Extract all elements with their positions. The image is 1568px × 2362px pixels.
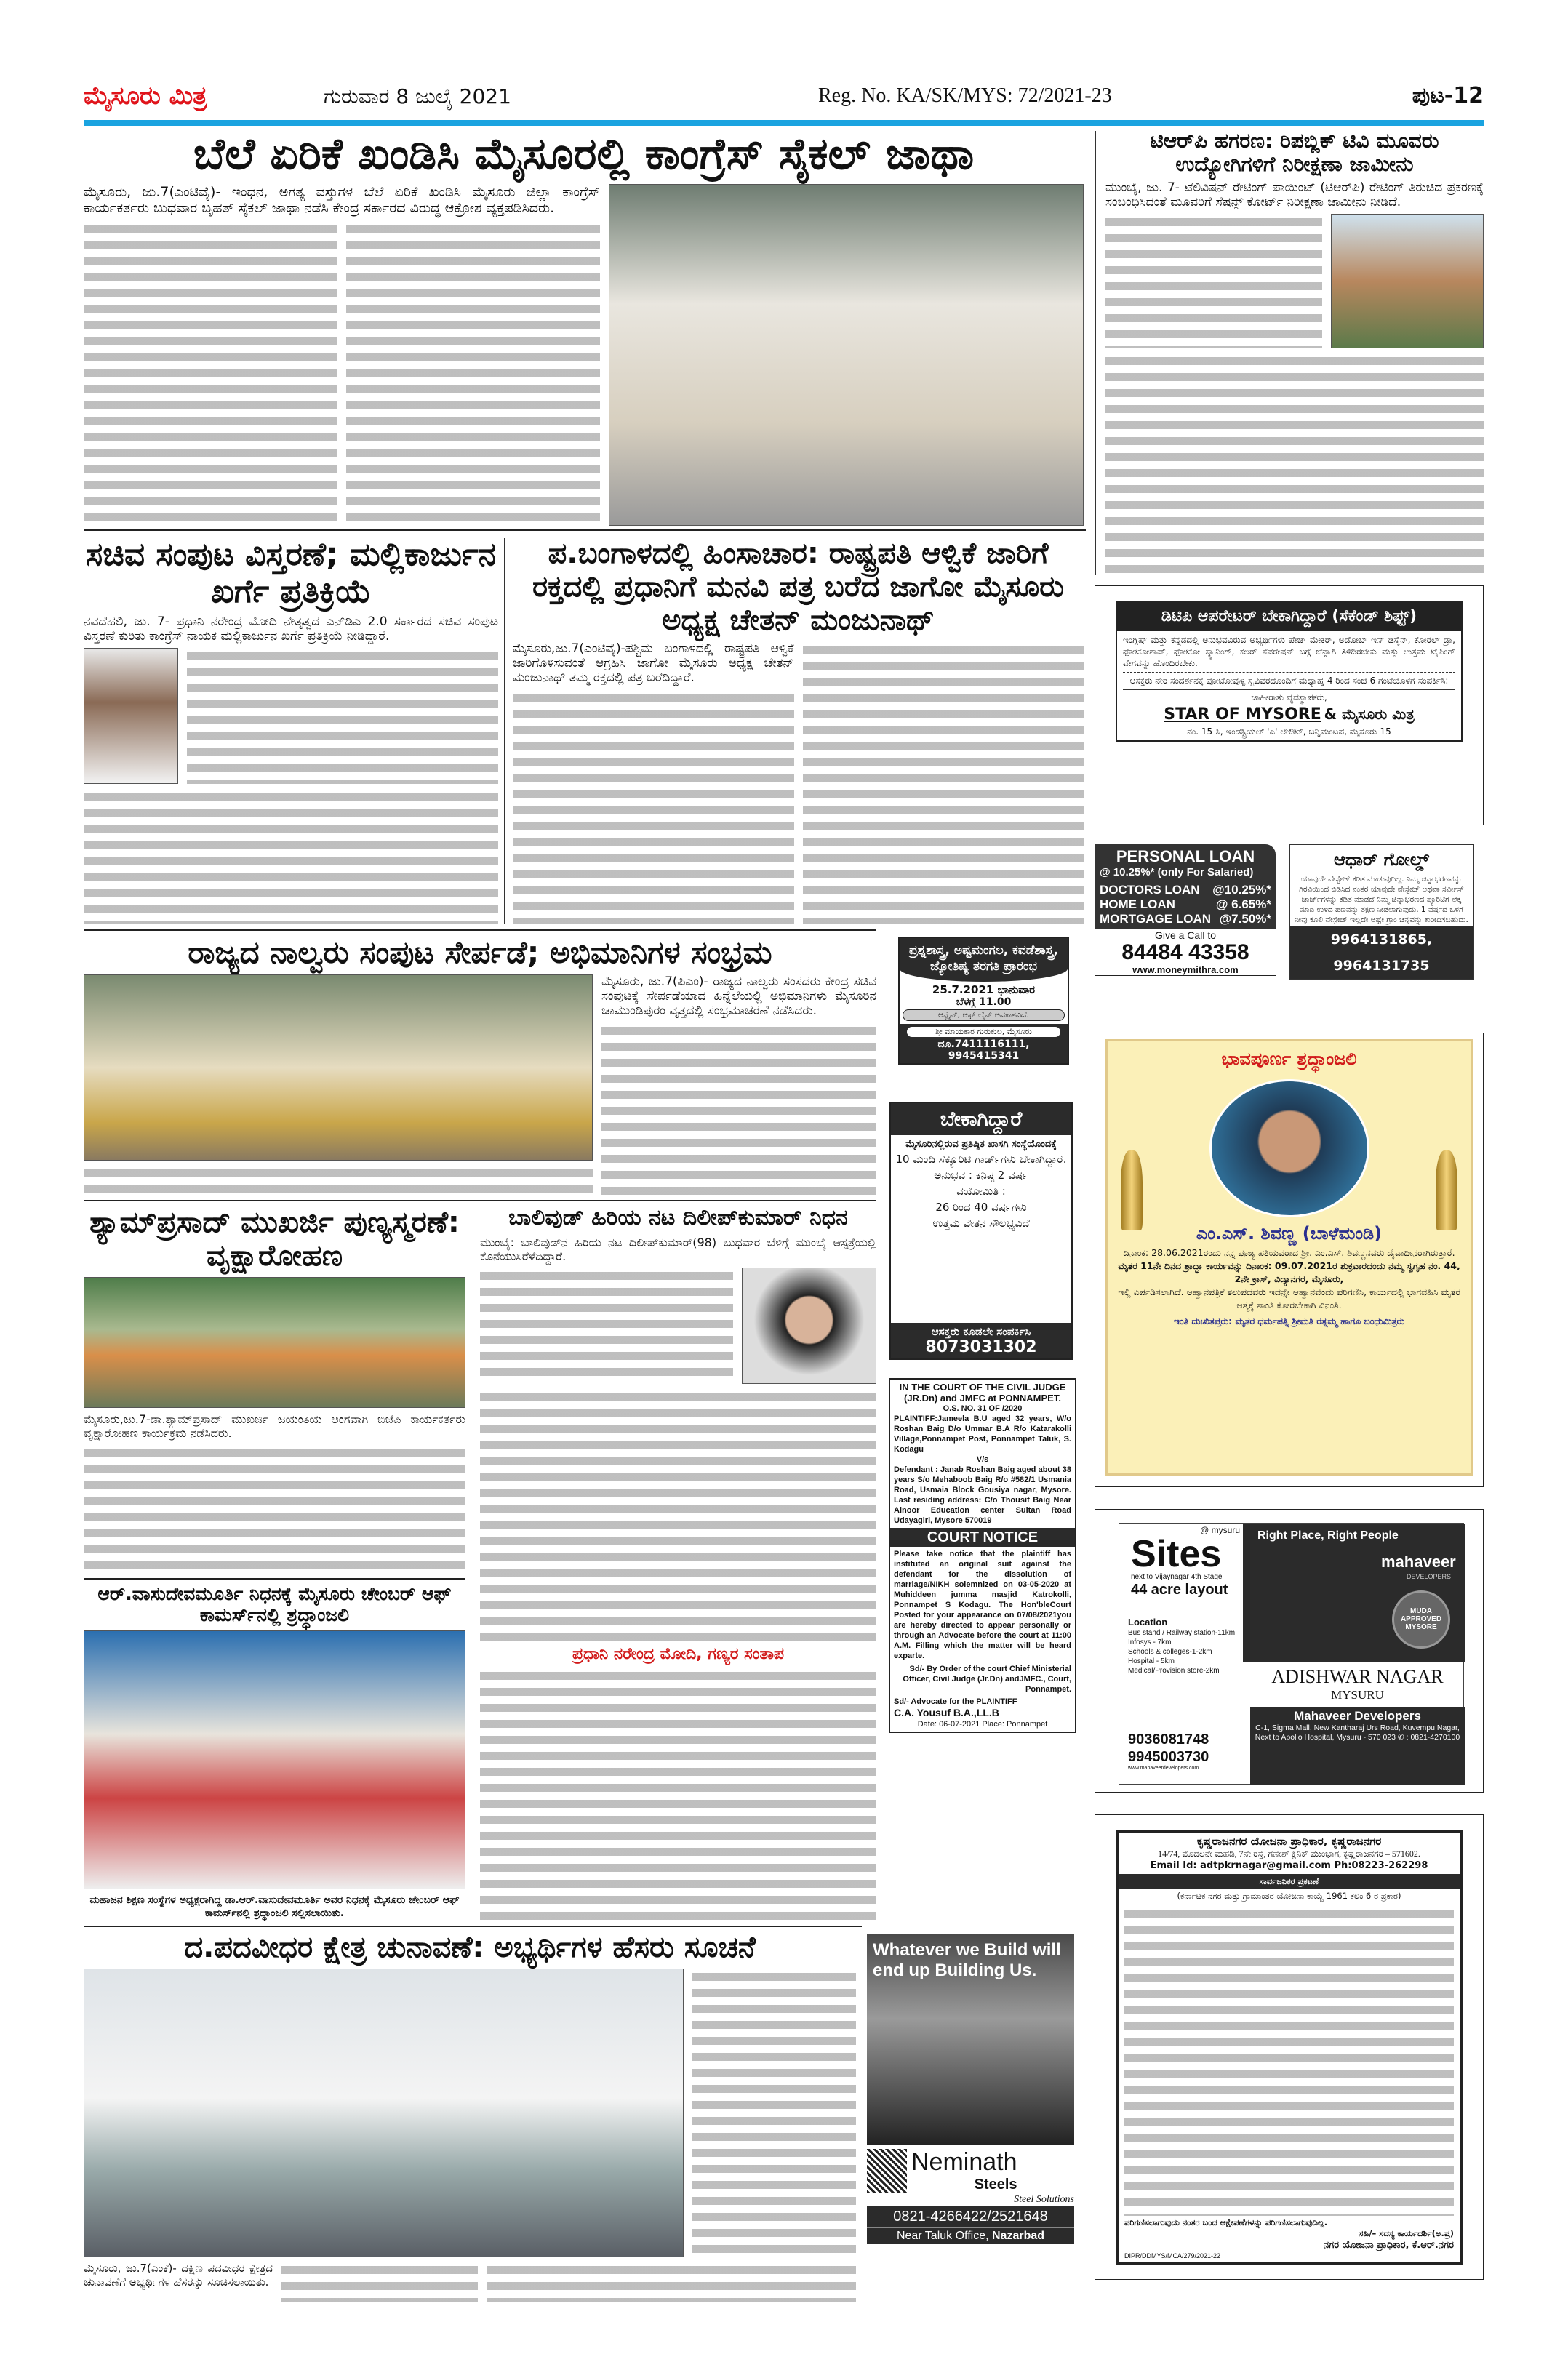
dilip-body [480, 1668, 876, 1920]
astro-ad-time: ಬೆಳಗ್ಗೆ 11.00 [956, 996, 1012, 1008]
mukherjee-story [84, 1206, 465, 1573]
mukherjee-intro: ಮೈಸೂರು,ಜು.7-ಡಾ.ಶ್ಯಾಮ್‌ಪ್ರಸಾದ್ ಮುಖರ್ಜಿ ಜಯಂತಿಯ ಅಂಗವಾಗಿ ಬಿಜೆಪಿ ಕಾರ್ಯಕರ್ತರು ವೃಕ್ಷಾರೋಹಣ ಕಾರ್ಯಕ್ರಮ ನಡೆಸಿದರು. [84, 1412, 465, 1440]
neminath-sub: Steels [974, 2177, 1017, 2193]
krnagar-public-notice [1095, 1814, 1484, 2280]
dtp-ad-manager: ಜಾಹೀರಾತು ವ್ಯವಸ್ಥಾಪಕರು, [1123, 689, 1455, 703]
location-item: Hospital - 5km [1128, 1657, 1175, 1665]
mukherjee-body [84, 1444, 465, 1574]
bengal-body [803, 641, 1084, 924]
vasudev-story [84, 1584, 465, 1920]
celebration-photo [84, 974, 593, 1161]
authority-contact: Email Id: adtpkrnagar@gmail.com Ph:08223-262298 [1150, 1860, 1428, 1871]
astrology-class-ad [898, 937, 1069, 1065]
bengal-headline: ಪ.ಬಂಗಾಳದಲ್ಲಿ ಹಿಂಸಾಚಾರ: ರಾಷ್ಟ್ರಪತಿ ಆಳ್ವಿಕೆ ಜಾರಿಗೆ ರಕ್ತದಲ್ಲಿ ಪ್ರಧಾನಿಗೆ ಮನವಿ ಪತ್ರ ಬರೆದ ಜಾಗೋ ಮೈಸೂರು ಅಧ್ಯಕ್ಷ ಚೇತನ್ ಮಂಜುನಾಥ್ [532, 537, 1065, 637]
neminath-steels-ad [867, 1934, 1074, 2244]
oil-lamp-icon [1121, 1150, 1143, 1230]
astro-ad-mode: ಆನ್ಲೈನ್, ಆಫ್ ಲೈನ್ ಅವಕಾಶವಿದೆ. [903, 1009, 1065, 1021]
guards-ad-line: 26 ರಿಂದ 40 ವರ್ಷಗಳು [935, 1201, 1027, 1214]
tribute-text2: ಇಲ್ಲಿ ಏರ್ಪಡಿಸಲಾಗಿದೆ. ಆಹ್ವಾನಪತ್ರಿಕೆ ತಲುಪದವರು ಇದನ್ನೇ ಆಹ್ವಾನವೆಂದು ಪರಿಗಣಿಸಿ, ಕಾರ್ಯದಲ್ಲಿ ಭಾಗವಹಿಸಿ ಮೃತರ ಆತ್ಮಕ್ಕೆ ಶಾಂತಿ ಕೋರಬೇಕಾಗಿ ವಿನಂತಿ. [1118, 1286, 1460, 1310]
loan-rate: @7.50%* [1219, 912, 1271, 926]
section-rule [84, 1578, 465, 1580]
guards-ad-contact: ಆಸಕ್ತರು ಕೂಡಲೇ ಸಂಪರ್ಕಿಸಿ [931, 1325, 1031, 1338]
lead-headline: ಬೆಲೆ ಏರಿಕೆ ಖಂಡಿಸಿ ಮೈಸೂರಲ್ಲಿ ಕಾಂಗ್ರೆಸ್ ಸೈಕಲ್ ಜಾಥಾ [193, 129, 975, 180]
location-item: Schools & colleges-1-2km [1128, 1648, 1212, 1656]
graduates-body [281, 2262, 478, 2302]
trp-body [1105, 353, 1484, 575]
loan-name: DOCTORS LOAN [1100, 883, 1200, 897]
loan-call-label: Give a Call to [1154, 929, 1217, 941]
tribute-title: ಭಾವಪೂರ್ಣ ಶ್ರದ್ಧಾಂಜಲಿ [1221, 1049, 1357, 1069]
dtp-operator-ad [1095, 585, 1484, 825]
masthead [84, 81, 1484, 118]
advocate-label: Sd/- Advocate for the PLAINTIFF [894, 1697, 1017, 1706]
neminath-slogan: Steel Solutions [1014, 2194, 1074, 2205]
mysuru-mithra-brand: & ಮೈಸೂರು ಮಿತ್ರ [1324, 705, 1415, 723]
cabinet-story [84, 537, 498, 924]
section-rule [84, 1926, 862, 1927]
loan-phone: 84484 43358 [1121, 940, 1249, 964]
neminath-brand: Neminath [911, 2148, 1017, 2176]
loan-row [1100, 897, 1271, 912]
lead-body [346, 220, 600, 526]
section-rule [84, 929, 876, 931]
guards-ad-phone: 8073031302 [925, 1338, 1037, 1356]
dtp-ad-title: ಡಿಟಿಪಿ ಆಪರೇಟರ್ ಬೇಕಾಗಿದ್ದಾರೆ (ಸೆಕೆಂಡ್ ಶಿಫ್ಟ್) [1161, 607, 1417, 625]
vasudev-headline: ಆರ್.ವಾಸುದೇವಮೂರ್ತಿ ನಿಧನಕ್ಕೆ ಮೈಸೂರು ಚೇಂಬರ್ ಆಫ್ ಕಾಮರ್ಸ್‌ನಲ್ಲಿ ಶ್ರದ್ಧಾಂಜಲಿ [97, 1583, 452, 1625]
lead-intro: ಮೈಸೂರು, ಜು.7(ಎಂಟಿವೈ)- ಇಂಧನ, ಅಗತ್ಯ ವಸ್ತುಗಳ ಬೆಲೆ ಏರಿಕೆ ಖಂಡಿಸಿ ಮೈಸೂರು ಜಿಲ್ಲಾ ಕಾಂಗ್ರೆಸ್ ಕಾರ್ಯಕರ್ತರು ಬುಧವಾರ ಬೃಹತ್ ಸೈಕಲ್ ಜಾಥಾ ನಡೆಸಿ ಕೇಂದ್ರ ಸರ್ಕಾರದ ವಿರುದ್ಧ ಆಕ್ರೋಶ ವ್ಯಕ್ತಪಡಿಸಿದರು. [84, 184, 600, 216]
personal-loan-rate: @ 10.25%* (only For Salaried) [1100, 866, 1254, 878]
defendant: Defendant : Janab Roshan Baig aged about 38 years S/o Mehaboob Baig R/o #582/1 Usmania Road, Usmaia Block Gousiya nagar, Mysore. Last residing address: C/o Thousif Baig Near Alnoor Education center Sultan Road Udayagiri, Mysore 570019 [894, 1465, 1071, 1525]
mahaveer-developers-ad [1095, 1509, 1484, 1793]
location-title: Location [1128, 1617, 1168, 1628]
location-item: Infosys - 7km [1128, 1638, 1172, 1646]
gold-ad-title: ಆಧಾರ್ ಗೋಲ್ಡ್ [1334, 849, 1429, 870]
notice-last-line: ಪರಿಗಣಿಸಲಾಗುವುದು ನಂತರ ಬಂದ ಆಕ್ಷೇಪಣೆಗಳನ್ನು ಪರಿಗಣಿಸಲಾಗುವುದಿಲ್ಲ. [1124, 2217, 1328, 2227]
column-divider [1095, 131, 1096, 575]
guards-ad-line: ಅನುಭವ : ಕನಿಷ್ಠ 2 ವರ್ಷ [934, 1169, 1028, 1182]
security-guards-wanted-ad [889, 1102, 1073, 1360]
dilip-headline: ಬಾಲಿವುಡ್ ಹಿರಿಯ ನಟ ದಿಲೀಪ್‌ಕುಮಾರ್ ನಿಧನ [508, 1205, 848, 1230]
authority-address: 14/74, ಮೊದಲನೇ ಮಹಡಿ, 7ನೇ ರಸ್ತೆ, ಗಣೇಶ್ ಕ್ಲಿನಿಕ್ ಮುಂಭಾಗ, ಕೃಷ್ಣರಾಜನಗರ – 571602. [1158, 1849, 1420, 1859]
dilip-body [480, 1388, 876, 1641]
location-item: Bus stand / Railway station-11km. [1128, 1629, 1237, 1637]
dilip-kumar-photo [742, 1268, 876, 1384]
chamber-tribute-photo [84, 1630, 465, 1890]
state4-headline: ರಾಜ್ಯದ ನಾಲ್ವರು ಸಂಪುಟ ಸೇರ್ಪಡೆ; ಅಭಿಮಾನಿಗಳ ಸಂಭ್ರಮ [188, 934, 772, 970]
neminath-tagline: Whatever we Build will end up Building Us. [867, 1934, 1074, 2145]
sites-label: Sites [1131, 1533, 1222, 1575]
project-city: MYSURU [1331, 1688, 1384, 1702]
graduates-intro: ಮೈಸೂರು, ಜು.7(ಎಂಕೆ)- ದಕ್ಷಿಣ ಪದವೀಧರ ಕ್ಷೇತ್ರದ ಚುನಾವಣೆಗೆ ಅಭ್ಯರ್ಥಿಗಳ ಹೆಸರನ್ನು ಸೂಚಿಸಲಾಯಿತು. [84, 2262, 273, 2289]
loan-name: MORTGAGE LOAN [1100, 912, 1211, 926]
dtp-ad-contact: ಆಸಕ್ತರು ನೇರ ಸಂದರ್ಶನಕ್ಕೆ ಫೋಟೋವುಳ್ಳ ಸ್ವವಿವರದೊಂದಿಗೆ ಮಧ್ಯಾಹ್ನ 4 ರಿಂದ ಸಂಜೆ 6 ಗಂಟೆಯೊಳಗೆ ಸಂಪರ್ಕಿಸಿ: [1123, 672, 1455, 686]
graduates-headline: ದ.ಪದವೀಧರ ಕ್ಷೇತ್ರ ಚುನಾವಣೆ: ಅಭ್ಯರ್ಥಿಗಳ ಹೆಸರು ಸೂಚನೆ [184, 1931, 756, 1964]
bengal-intro: ಮೈಸೂರು,ಜು.7(ಎಂಟಿವೈ)-ಪಶ್ಚಿಮ ಬಂಗಾಳದಲ್ಲಿ ರಾಷ್ಟ್ರಪತಿ ಆಳ್ವಿಕೆ ಜಾರಿಗೊಳಿಸುವಂತೆ ಆಗ್ರಹಿಸಿ ಜಾಗೋ ಮೈಸೂರು ಅಧ್ಯಕ್ಷ ಚೇತನ್ ಮಂಜುನಾಥ್ ತಮ್ಮ ರಕ್ತದಲ್ಲಿ ಪತ್ರ ಬರೆದಿದ್ದಾರೆ. [513, 641, 794, 685]
neminath-address: Near Taluk Office, [896, 2230, 992, 2242]
guards-ad-line: ವಯೋಮಿತಿ : [956, 1185, 1006, 1198]
graduates-body [487, 2262, 856, 2302]
oil-lamp-icon [1436, 1150, 1457, 1230]
guards-ad-title: ಬೇಕಾಗಿದ್ದಾರೆ [891, 1103, 1071, 1135]
tribute-ad [1095, 1033, 1484, 1487]
court-order: Sd/- By Order of the court Chief Ministerial Officer, Civil Judge (Jr.Dn) andJMFC., Court, Ponnampet. [903, 1665, 1071, 1694]
bengal-story [513, 537, 1084, 924]
tribute-ceremony: ಮೃತರ 11ನೇ ದಿನದ ಶ್ರಾದ್ಧಾ ಕಾರ್ಯವನ್ನು ದಿನಾಂಕ: 09.07.2021ರ ಶುಕ್ರವಾರದಂದು ನಮ್ಮ ಸ್ವಗೃಹ ನಂ. 44, 2ನೇ ಕ್ರಾಸ್, ವಿದ್ಯಾನಗರ, ಮೈಸೂರು, [1118, 1260, 1460, 1284]
case-number: O.S. NO. 31 OF /2020 [943, 1404, 1023, 1413]
mahaveer-website: www.mahaveerdevelopers.com [1128, 1766, 1199, 1771]
lead-photo-cycle-rally [609, 184, 1084, 526]
cabinet-body [84, 788, 498, 924]
trp-intro: ಮುಂಬೈ, ಜು. 7- ಟೆಲಿವಿಷನ್ ರೇಟಿಂಗ್ ಪಾಯಿಂಟ್ (ಟಿಆರ್‌ಪಿ) ರೇಟಿಂಗ್ ತಿರುಚಿದ ಪ್ರಕರಣಕ್ಕೆ ಸಂಬಂಧಿಸಿದಂತೆ ಮೂವರಿಗೆ ಸೆಷನ್ಸ್ ಕೋರ್ಟ್ ನಿರೀಕ್ಷಣಾ ಜಾಮೀನು ನೀಡಿದೆ. [1105, 180, 1484, 210]
tribute-text: ದಿನಾಂಕ: 28.06.2021ರಂದು ನನ್ನ ಪೂಜ್ಯ ಪತಿಯವರಾದ ಶ್ರೀ. ಎಂ.ಎಸ್. ಶಿವಣ್ಣನವರು ದೈವಾಧೀನರಾಗಿರುತ್ತಾರೆ. [1123, 1247, 1455, 1258]
personal-loan-label: PERSONAL LOAN [1116, 847, 1255, 865]
newspaper-logo: ಮೈಸೂರು ಮಿತ್ರ [84, 81, 207, 111]
sites-next-to: next to Vijaynagar 4th Stage [1131, 1573, 1223, 1581]
page-number: ಪುಟ-12 [1412, 83, 1484, 108]
gold-ad-phone: 9964131865, 9964131735 [1290, 926, 1473, 979]
loan-ad [1095, 844, 1276, 976]
aadhar-gold-ad [1289, 844, 1474, 980]
neminath-logo-icon [867, 2149, 907, 2193]
public-notice-title: ಸಾರ್ವಜನಿಕರ ಪ್ರಕಟಣೆ [1119, 1874, 1460, 1889]
notice-intro: (ಕರ್ನಾಟಕ ನಗರ ಮತ್ತು ಗ್ರಾಮಾಂತರ ಯೋಜನಾ ಕಾಯ್ದೆ 1961 ಕಲಂ 6 ರ ಪ್ರಕಾರ) [1177, 1891, 1401, 1901]
section-rule [84, 1200, 876, 1201]
mahaveer-phone: 9036081748 [1128, 1732, 1209, 1748]
state4-body [84, 1165, 593, 1197]
trp-headline: ಟಿಆರ್‌ಪಿ ಹಗರಣ: ರಿಪಬ್ಲಿಕ್ ಟಿವಿ ಮೂವರು ಉದ್ಯೋಗಿಗಳಿಗೆ ನಿರೀಕ್ಷಣಾ ಜಾಮೀನು [1150, 129, 1439, 177]
section-rule [84, 529, 1086, 531]
court-notice-title: COURT NOTICE [890, 1528, 1075, 1547]
meeting-photo [84, 1969, 684, 2257]
trp-body [1105, 214, 1322, 348]
trp-story [1105, 129, 1484, 575]
versus: V/s [976, 1455, 989, 1464]
dilip-intro: ಮುಂಬೈ: ಬಾಲಿವುಡ್‌ನ ಹಿರಿಯ ನಟ ದಿಲೀಪ್‌ಕುಮಾರ್(98) ಬುಧವಾರ ಬೆಳಿಗ್ಗೆ ಮುಂಬೈ ಆಸ್ಪತ್ರೆಯಲ್ಲಿ ಕೊನೆಯುಸಿರೆಳೆದಿದ್ದಾರೆ. [480, 1235, 876, 1263]
mahaveer-phone: 9945003730 [1128, 1749, 1209, 1765]
neminath-area: Nazarbad [992, 2230, 1045, 2242]
lead-story [84, 129, 1084, 526]
neminath-phone: 0821-4266422/2521648 [867, 2206, 1074, 2227]
company-address: C-1, Sigma Mall, New Kantharaj Urs Road, Kuvempu Nagar, Next to Apollo Hospital, Mysuru - 570 023 ✆ : 0821-4270100 [1255, 1724, 1460, 1742]
mahaveer-brand: mahaveer [1381, 1553, 1456, 1571]
company-name: Mahaveer Developers [1294, 1709, 1421, 1723]
mukherjee-headline: ಶ್ಯಾಮ್‌ಪ್ರಸಾದ್ ಮುಖರ್ಜಿ ಪುಣ್ಯಸ್ಮರಣೆ: ವೃಕ್ಷಾರೋಹಣ [89, 1206, 460, 1273]
notice-signature: ಸಹಿ/– ಸದಸ್ಯ ಕಾರ್ಯದರ್ಶಿ(ಅ.ಪ್ರ) [1359, 2228, 1454, 2238]
notice-office: ನಗರ ಯೋಜನಾ ಪ್ರಾಧಿಕಾರ, ಕೆ.ಆರ್.ನಗರ [1324, 2240, 1454, 2251]
location-item: Medical/Provision store-2km [1128, 1667, 1220, 1675]
mahaveer-brand-sub: DEVELOPERS [1407, 1573, 1452, 1580]
loan-website: www.moneymithra.com [1132, 964, 1239, 975]
dtp-ad-text: ಇಂಗ್ಲಿಷ್ ಮತ್ತು ಕನ್ನಡದಲ್ಲಿ ಅನುಭವವಿರುವ ಅಭ್ಯರ್ಥಿಗಳು ಪೇಜ್ ಮೇಕರ್, ಅಡೋಬ್ ಇನ್ ಡಿಸೈನ್, ಕೋರಲ್ ಡ್ರಾ, ಫೋಟೋಶಾಪ್, ಫೋಟೋ ಸ್ಕ್ಯಾನಿಂಗ್, ಕಲರ್ ಸೆಪರೇಷನ್ ಬಗ್ಗೆ ಚೆನ್ನಾಗಿ ತಿಳಿದಿರಬೇಕು ಮತ್ತು ಉತ್ತಮ ಟೈಪಿಂಗ್ ವೇಗವನ್ನು ಹೊಂದಿರಬೇಕು. [1123, 635, 1455, 668]
cabinet-headline: ಸಚಿವ ಸಂಪುಟ ವಿಸ್ತರಣೆ; ಮಲ್ಲಿಕಾರ್ಜುನ ಖರ್ಗೆ ಪ್ರತಿಕ್ರಿಯೆ [85, 536, 497, 610]
loan-rate: @ 6.65%* [1215, 897, 1271, 911]
advocate-name: C.A. Yousuf B.A.,LL.B [894, 1707, 999, 1718]
cabinet-intro: ನವದೆಹಲಿ, ಜು. 7- ಪ್ರಧಾನಿ ನರೇಂದ್ರ ಮೋದಿ ನೇತೃತ್ವದ ಎನ್‌ಡಿಎ 2.0 ಸರ್ಕಾರದ ಸಚಿವ ಸಂಪುಟ ವಿಸ್ತರಣೆ ಕುರಿತು ಕಾಂಗ್ರೆಸ್ ನಾಯಕ ಮಲ್ಲಿಕಾರ್ಜುನ ಖರ್ಗೆ ಪ್ರತಿಕ್ರಿಯೆ ನೀಡಿದ್ದಾರೆ. [84, 614, 498, 644]
guards-ad-org: ಮೈಸೂರಿನಲ್ಲಿರುವ ಪ್ರತಿಷ್ಠಿತ ಖಾಸಗಿ ಸಂಸ್ಥೆಯೊಂದಕ್ಕೆ [905, 1139, 1057, 1150]
tree-planting-photo [84, 1277, 465, 1408]
notice-date-place: Date: 06-07-2021 Place: Ponnampet [917, 1720, 1048, 1729]
tribute-mourners: ಇಂತಿ ದುಃಖಿತಪ್ತರು: ಮೃತರ ಧರ್ಮಪತ್ನಿ ಶ್ರೀಮತಿ ರತ್ನಮ್ಮ ಹಾಗೂ ಬಂಧುಮಿತ್ರರು [1173, 1316, 1405, 1326]
state4-intro: ಮೈಸೂರು, ಜು.7(ಪಿಎಂ)- ರಾಜ್ಯದ ನಾಲ್ವರು ಸಂಸದರು ಕೇಂದ್ರ ಸಚಿವ ಸಂಪುಟಕ್ಕೆ ಸೇರ್ಪಡೆಯಾದ ಹಿನ್ನೆಲೆಯಲ್ಲಿ ಅಭಿಮಾನಿಗಳು ಮೈಸೂರಿನ ಚಾಮುಂಡಿಪುರಂ ವೃತ್ತದಲ್ಲಿ ಸಂಭ್ರಮಾಚರಣೆ ನಡೆಸಿದರು. [601, 974, 876, 1019]
sites-at: @ mysuru [1200, 1525, 1240, 1535]
project-name: ADISHWAR NAGAR [1271, 1666, 1444, 1687]
notice-reference: DIPR/DDMYS/MCA/279/2021-22 [1124, 2252, 1221, 2259]
court-notice-ad [889, 1378, 1076, 1733]
guards-ad-line: ಉತ್ತಮ ವೇತನ ಸೌಲಭ್ಯವಿದೆ [932, 1217, 1030, 1230]
loan-row [1100, 912, 1271, 926]
lead-body [84, 220, 337, 526]
star-of-mysore-brand: STAR OF MYSORE [1164, 705, 1321, 724]
tribute-portrait [1209, 1079, 1369, 1217]
bengal-body [513, 689, 794, 924]
layout-size: 44 acre layout [1131, 1582, 1228, 1598]
astro-ad-title: ಪ್ರಶ್ನಶಾಸ್ತ್ರ, ಅಷ್ಟಮಂಗಲ, ಕವಡೆಶಾಸ್ತ್ರ, ಜ್ಯೋತಿಷ್ಯ ತರಗತಿ ಪ್ರಾರಂಭ [900, 938, 1068, 982]
notice-text: Please take notice that the plaintiff has instituted an original suit against the defendant for the dissolution of marriage/NIKH solemnized on 03-05-2020 at Muhiddeen jumma masjid Katrokolli, Ponnampet S Kodagu. The Hon'bleCourt Posted for your appearance on 07/08/2021you are hereby directed to appear personally or through an Advocate before the court at 11:00 A.M. Filling which the matter will be heard exparte. [894, 1550, 1071, 1660]
dilip-story [480, 1206, 876, 1920]
dtp-ad-address: ನಂ. 15-ಸಿ, ಇಂಡಸ್ಟ್ರಿಯಲ್ 'ಎ' ಲೇಔಟ್, ಬನ್ನಿಮಂಟಪ, ಮೈಸೂರು-15 [1187, 726, 1391, 737]
notice-body [1124, 1905, 1454, 2216]
vasudev-caption: ಮಹಾಜನ ಶಿಕ್ಷಣ ಸಂಸ್ಥೆಗಳ ಅಧ್ಯಕ್ಷರಾಗಿದ್ದ ಡಾ.ಆರ್.ವಾಸುದೇವಮೂರ್ತಿ ಅವರ ನಿಧನಕ್ಕೆ ಮೈಸೂರು ಚೇಂಬರ್ ಆಫ್ ಕಾಮರ್ಸ್‌ನಲ್ಲಿ ಶ್ರದ್ಧಾಂಜಲಿ ಸಲ್ಲಿಸಲಾಯಿತು. [89, 1894, 460, 1919]
tribute-name: ಎಂ.ಎಸ್. ಶಿವಣ್ಣ (ಬಾಳೆಮಂಡಿ) [1196, 1223, 1383, 1244]
column-divider [504, 538, 505, 924]
muda-approved-stamp: MUDA APPROVED MYSORE [1392, 1590, 1450, 1649]
loan-rate: @10.25%* [1212, 883, 1271, 897]
astro-ad-phone: ದೂ.7411116111, 9945415341 [937, 1038, 1030, 1062]
court-building-photo [1331, 214, 1484, 348]
gold-ad-text: ಯಾವುದೇ ವೇಸ್ಟೇಜ್ ಕಡಿತ ಮಾಡುವುದಿಲ್ಲ. ನಿಮ್ಮ ಚಿನ್ನಾಭರಣವನ್ನು ಗಿರವಿಯಿಂದ ಬಿಡಿಸಿದ ನಂತರ ಯಾವುದೇ ವೇಸ್ಟೇಜ್ ಅಥವಾ ಸರ್ವೀಸ್ ಚಾರ್ಜ್‌ಗಳನ್ನು ಕಡಿತ ಮಾಡದೆ ನಿಮ್ಮ ಚಿನ್ನಾಭರಣದ ಪ್ಯೂರಿಟಿಗೆ ಲೆಕ್ಕ ಮಾಡಿ ಉಳಿದ ಹಣವನ್ನು ತಕ್ಷಣ ನೀಡಲಾಗುವುದು. 1 ವರ್ಷದ ಒಳಗೆ ನೀವು ಕೂಲಿ ವೇಸ್ಟೇಜ್ ಇಲ್ಲದೇ ಅಷ್ಟೇ ಗ್ರಾಂ ಚಿನ್ನವನ್ನು ಖರೀದಿಸಬಹುದು. [1295, 875, 1468, 924]
state4-body [601, 1022, 876, 1197]
cabinet-body [187, 648, 498, 783]
plaintiff: PLAINTIFF:Jameela B.U aged 32 years, W/o Roshan Baig D/o Ummar B.A R/o Katarakolli Village,Ponnampet Post, Ponnampet Taluk, S. Kodagu [894, 1414, 1071, 1454]
graduates-body [692, 1969, 856, 2257]
guards-ad-line: 10 ಮಂದಿ ಸೆಕ್ಯೂರಿಟಿ ಗಾರ್ಡ್‌ಗಳು ಬೇಕಾಗಿದ್ದಾರೆ. [895, 1153, 1067, 1166]
state4-story [84, 935, 876, 1197]
authority-name: ಕೃಷ್ಣರಾಜನಗರ ಯೋಜನಾ ಪ್ರಾಧಿಕಾರ, ಕೃಷ್ಣರಾಜನಗರ [1196, 1835, 1382, 1848]
registration-number: Reg. No. KA/SK/MYS: 72/2021-23 [818, 84, 1112, 107]
issue-date: ಗುರುವಾರ 8 ಜುಲೈ 2021 [324, 84, 511, 108]
astro-ad-date: 25.7.2021 ಭಾನುವಾರ [932, 983, 1036, 996]
mahaveer-tagline: Right Place, Right People [1257, 1529, 1399, 1542]
loan-name: HOME LOAN [1100, 897, 1175, 911]
graduates-story [84, 1931, 856, 2302]
court-name: IN THE COURT OF THE CIVIL JUDGE (JR.Dn) and JMFC at PONNAMPET. [899, 1382, 1066, 1404]
dilip-subhead: ಪ್ರಧಾನಿ ನರೇಂದ್ರ ಮೋದಿ, ಗಣ್ಯರ ಸಂತಾಪ [572, 1644, 784, 1663]
astro-ad-org: ಶ್ರೀ ಮಾಯಕಾರ ಗುರುಕುಲ, ಮೈಸೂರು [907, 1027, 1060, 1037]
loan-row [1100, 883, 1271, 897]
kharge-photo [84, 648, 178, 783]
masthead-rule [84, 120, 1484, 126]
dilip-body [480, 1268, 733, 1384]
